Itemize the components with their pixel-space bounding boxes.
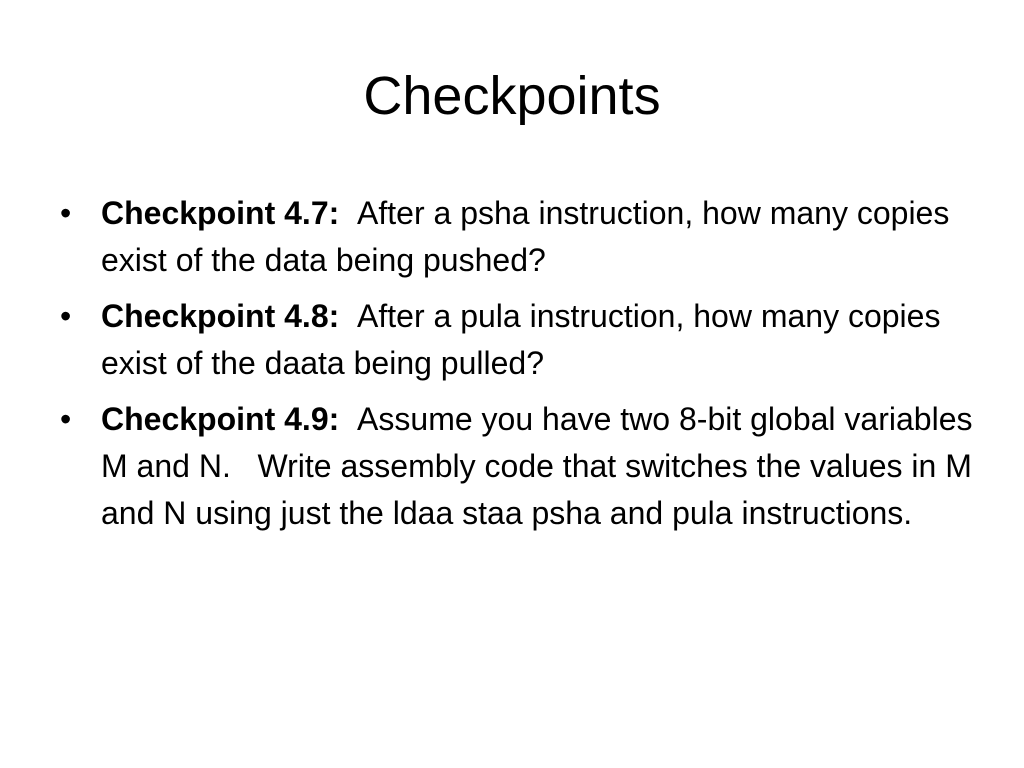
bullet-list bbox=[58, 190, 982, 546]
checkpoint-text: After a pula instruction, how many copies exist of the daata being pulled? bbox=[101, 298, 950, 381]
slide-title: Checkpoints bbox=[363, 66, 661, 126]
bullet-marker: • bbox=[60, 401, 72, 437]
checkpoint-label: Checkpoint 4.8: bbox=[101, 298, 340, 334]
bullet-item bbox=[58, 396, 982, 537]
checkpoint-label: Checkpoint 4.7: bbox=[101, 195, 340, 231]
checkpoint-label: Checkpoint 4.9: bbox=[101, 401, 340, 437]
bullet-marker: • bbox=[60, 195, 72, 231]
checkpoint-text: Assume you have two 8-bit global variables M and N. Write assembly code that switches the values in M and N using just the ldaa staa psha and pula instructions. bbox=[101, 401, 982, 531]
bullet-marker: • bbox=[60, 298, 72, 334]
bullet-item bbox=[58, 293, 978, 387]
bullet-item bbox=[58, 190, 978, 284]
checkpoint-text: After a psha instruction, how many copies exist of the data being pushed? bbox=[101, 195, 959, 278]
